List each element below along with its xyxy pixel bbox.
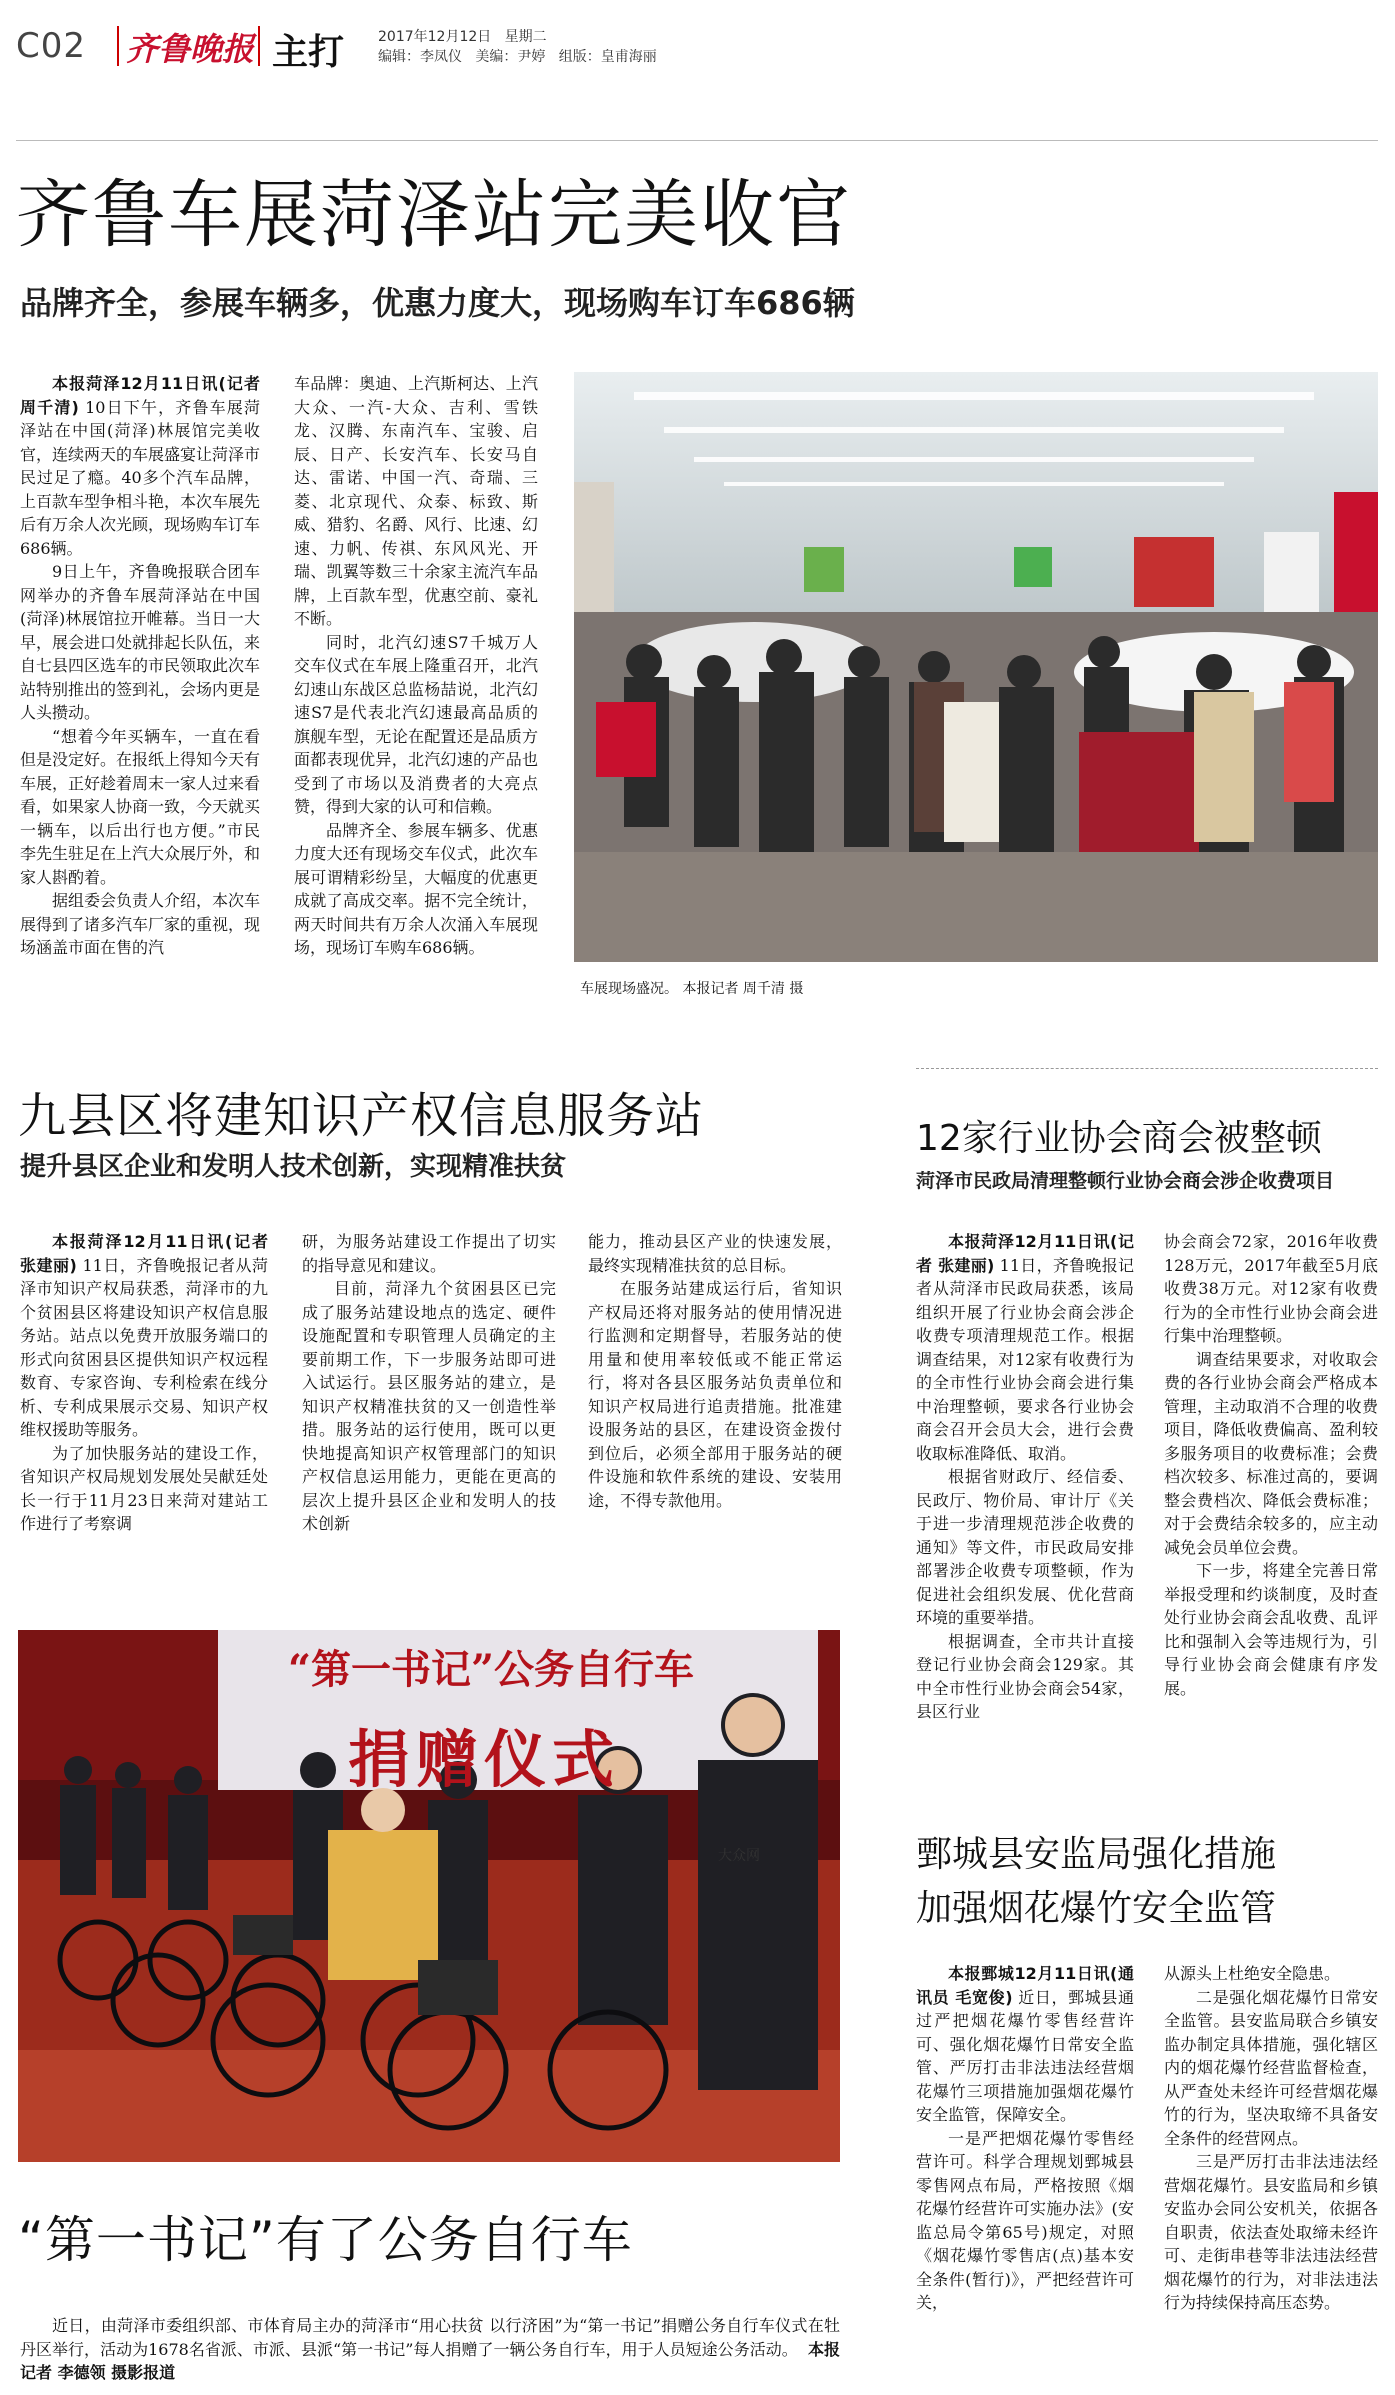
story1-paragraph: 车品牌：奥迪、上汽斯柯达、上汽大众、一汽-大众、吉利、雪铁龙、汉腾、东南汽车、宝骏、启辰、日产、长安汽车、长安马自达、雷诺、中国一汽、奇瑞、三菱、北京现代、众泰、标致、斯威、猎豹、名爵、风行、比速、幻速、力帆、传祺、东风风光、开瑞、凯翼等数三十余家主流汽车品牌，上百款车型，优惠空前、豪礼不断。 xyxy=(294,374,538,628)
story3-paragraph: 近日，由菏泽市委组织部、市体育局主办的菏泽市“用心扶贫 以行济困”为“第一书记”捐赠公务自行车仪式在牡丹区举行，活动为1678名省派、市派、县派“第一书记”每人捐赠了一辆公务自行车，用于人员短途公务活动。 xyxy=(20,2316,840,2359)
photo-banner-main: 捐赠仪式 xyxy=(348,1723,621,1796)
story3-credit: 本报记者 李德领 摄影报道 xyxy=(20,2339,840,2382)
story5-column-2 xyxy=(1164,1962,1378,2315)
story3-body xyxy=(20,2314,840,2385)
story4-paragraph: 调查结果要求，对收取会费的各行业协会商会严格成本管理，主动取消不合理的收费项目，降低收费偏高、盈利较多服务项目的收费标准；会费档次较多、标准过高的，要调整会费档次、降低会费标准；对于会费结余较多的，应主动减免会员单位会费。 xyxy=(1164,1349,1378,1557)
story4-paragraph: 11日，齐鲁晚报记者从菏泽市民政局获悉，该局组织开展了行业协会商会涉企收费专项清理规范工作。根据调查结果，对12家有收费行为的全市性行业协会商会进行集中治理整顿，要求各行业协会商会召开会员大会，进行会费收取标准降低、取消。 xyxy=(916,1255,1134,1463)
story1-paragraph: “想着今年买辆车，一直在看但是没定好。在报纸上得知今天有车展，正好趁着周末一家人过来看看，如果家人协商一致，今天就买一辆车，以后出行也方便。”市民李先生驻足在上汽大众展厅外，和家人斟酌着。 xyxy=(20,726,261,887)
story4-paragraph: 下一步，将建全完善日常举报受理和约谈制度，及时查处行业协会商会乱收费、乱评比和强制入会等违规行为，引导行业协会商会健康有序发展。 xyxy=(1164,1561,1378,1698)
car-show-photo xyxy=(574,372,1378,962)
story4-paragraph: 根据省财政厅、经信委、民政厅、物价局、审计厅《关于进一步清理规范涉企收费的通知》等文件，市民政局安排部署涉企收费专项整顿，作为促进社会组织发展、优化营商环境的重要举措。 xyxy=(916,1467,1134,1627)
section-rule-right xyxy=(916,1068,1378,1069)
story2-column-2 xyxy=(302,1230,556,1536)
story3-headline: “第一书记”有了公务自行车 xyxy=(18,2211,633,2269)
story1-paragraph: 9日上午，齐鲁晚报联合团车网举办的齐鲁车展菏泽站在中国(菏泽)林展馆拉开帷幕。当日一大早，展会进口处就排起长队伍，来自七县四区选车的市民领取此次车站特别推出的签到礼，会场内更是人头攒动。 xyxy=(20,562,261,722)
story2-column-3 xyxy=(588,1230,842,1512)
story2-paragraph: 研，为服务站建设工作提出了切实的指导意见和建议。 xyxy=(302,1232,556,1275)
story4-column-1 xyxy=(916,1230,1134,1724)
story2-paragraph: 能力，推动县区产业的快速发展，最终实现精准扶贫的总目标。 xyxy=(588,1232,842,1275)
story4-headline: 12家行业协会商会被整顿 xyxy=(916,1118,1322,1159)
car-show-photo-caption: 车展现场盛况。 本报记者 周千清 摄 xyxy=(580,981,804,997)
story1-dateline: 本报菏泽12月11日讯(记者 周千清) xyxy=(20,374,260,417)
story4-column-2 xyxy=(1164,1230,1378,1700)
story5-dateline: 本报鄄城12月11日讯(通讯员 毛宽俊) xyxy=(916,1964,1134,2007)
story2-subhead: 提升县区企业和发明人技术创新，实现精准扶贫 xyxy=(20,1152,567,1182)
masthead-divider-2 xyxy=(258,26,260,66)
page-number: C02 xyxy=(16,26,87,66)
bicycle-ceremony-photo xyxy=(18,1630,840,2162)
story2-paragraph: 在服务站建成运行后，省知识产权局还将对服务站的使用情况进行监测和定期督导，若服务站的使用量和使用率较低或不能正常运行，将对各县区服务站负责单位和知识产权局进行追责措施。批准建设服务站的县区，在建设资金拨付到位后，必须全部用于服务站的硬件设施和软件系统的建设、安装用途，不得专款他用。 xyxy=(588,1279,842,1510)
story4-paragraph: 根据调查，全市共计直接登记行业协会商会129家。其中全市性行业协会商会54家，县区行业 xyxy=(916,1631,1134,1721)
header-rule xyxy=(16,140,1378,141)
layout-editor: 组版：皇甫海丽 xyxy=(558,49,657,65)
story4-subhead: 菏泽市民政局清理整顿行业协会商会涉企收费项目 xyxy=(916,1170,1335,1192)
designer: 美编：尹婷 xyxy=(475,49,546,65)
story1-paragraph: 据组委会负责人介绍，本次车展得到了诸多汽车厂家的重视，现场涵盖市面在售的汽 xyxy=(20,891,261,957)
story1-column-1 xyxy=(20,372,260,960)
story2-paragraph: 目前，菏泽九个贫困县区已完成了服务站建设地点的选定、硬件设施配置和专职管理人员确定的主要前期工作，下一步服务站即可进入试运行。县区服务站的建立，是知识产权精准扶贫的又一创造性举措。服务站的运行使用，既可以更快地提高知识产权管理部门的知识产权信息运用能力，更能在更高的层次上提升县区企业和发明人的技术创新 xyxy=(302,1279,556,1533)
story2-column-1 xyxy=(20,1230,268,1536)
story1-headline: 齐鲁车展菏泽站完美收官 xyxy=(16,172,852,258)
story5-paragraph: 近日，鄄城县通过严把烟花爆竹零售经营许可、强化烟花爆竹日常安全监管、严厉打击非法违法经营烟花爆竹三项措施加强烟花爆竹安全监管，保障安全。 xyxy=(916,1987,1134,2124)
photo-banner-top: “第一书记”公务自行车 xyxy=(288,1646,695,1693)
story1-column-2 xyxy=(294,372,538,960)
editor: 编辑：李凤仪 xyxy=(378,49,462,65)
issue-date-line xyxy=(378,26,547,46)
story5-paragraph: 一是严把烟花爆竹零售经营许可。科学合理规划鄄城县零售网点布局，严格按照《烟花爆竹经营许可实施办法》(安监总局令第65号)规定，对照《烟花爆竹零售店(点)基本安全条件(暂行)》，严把经营许可关， xyxy=(916,2128,1134,2312)
issue-date: 2017年12月12日 xyxy=(378,29,492,45)
story5-paragraph: 从源头上杜绝安全隐患。 xyxy=(1164,1964,1341,1983)
masthead-divider-1 xyxy=(117,26,119,66)
section-title: 主打 xyxy=(272,32,345,73)
photo-banner-logo: 大众网 xyxy=(718,1848,760,1864)
story4-paragraph: 协会商会72家，2016年收费128万元，2017年截至5月底收费38万元。对12家有收费行为的全市性行业协会商会进行集中治理整顿。 xyxy=(1164,1232,1378,1345)
story1-paragraph: 同时，北汽幻速S7千城万人交车仪式在车展上隆重召开，北汽幻速山东战区总监杨喆说，北汽幻速S7是代表北汽幻速最高品质的旗舰车型，无论在配置还是品质方面都表现优异，北汽幻速的产品也受到了市场以及消费者的大亮点赞，得到大家的认可和信赖。 xyxy=(294,632,538,816)
story5-paragraph: 三是严厉打击非法违法经营烟花爆竹。县安监局和乡镇安监办会同公安机关，依据各自职责，依法查处取缔未经许可、走街串巷等非法违法经营烟花爆竹的行为，对非法违法行为持续保持高压态势。 xyxy=(1164,2152,1378,2312)
story5-headline-line1: 鄄城县安监局强化措施 xyxy=(916,1834,1277,1875)
story2-paragraph: 11日，齐鲁晚报记者从菏泽市知识产权局获悉，菏泽市的九个贫困县区将建设知识产权信息服务站。站点以免费开放服务端口的形式向贫困县区提供知识产权远程数育、专家咨询、专利检索在线分析、专利成果展示交易、知识产权维权援助等服务。 xyxy=(20,1255,268,1439)
story5-headline-line2: 加强烟花爆竹安全监管 xyxy=(916,1888,1277,1929)
story2-paragraph: 为了加快服务站的建设工作，省知识产权局规划发展处吴献廷处长一行于11月23日来菏对建站工作进行了考察调 xyxy=(20,1443,268,1533)
issue-weekday: 星期二 xyxy=(504,29,547,45)
story1-paragraph: 10日下午，齐鲁车展菏泽站在中国(菏泽)林展馆完美收官，连续两天的车展盛宴让菏泽市民过足了瘾。40多个汽车品牌，上百款车型争相斗艳，本次车展先后有万余人次光顾，现场购车订车686辆。 xyxy=(20,397,261,558)
story5-paragraph: 二是强化烟花爆竹日常安全监管。县安监局联合乡镇安监办制定具体措施，强化辖区内的烟花爆竹经营监督检查，从严查处未经许可经营烟花爆竹的行为，坚决取缔不具备安全条件的经营网点。 xyxy=(1164,1987,1378,2148)
story5-column-1 xyxy=(916,1962,1134,2315)
story2-dateline: 本报菏泽12月11日讯(记者 张建丽) xyxy=(20,1232,268,1275)
editor-credits xyxy=(378,46,657,66)
story1-subhead: 品牌齐全，参展车辆多，优惠力度大，现场购车订车686辆 xyxy=(20,284,855,322)
story2-headline: 九县区将建知识产权信息服务站 xyxy=(18,1088,705,1144)
story1-paragraph: 品牌齐全、参展车辆多、优惠力度大还有现场交车仪式，此次车展可谓精彩纷呈，大幅度的优惠更成就了高成交率。据不完全统计，两天时间共有万余人次涌入车展现场，现场订车购车686辆。 xyxy=(294,820,538,957)
masthead-logo: 齐鲁晚报 xyxy=(126,30,255,68)
story4-dateline: 本报菏泽12月11日讯(记者 张建丽) xyxy=(916,1232,1134,1275)
